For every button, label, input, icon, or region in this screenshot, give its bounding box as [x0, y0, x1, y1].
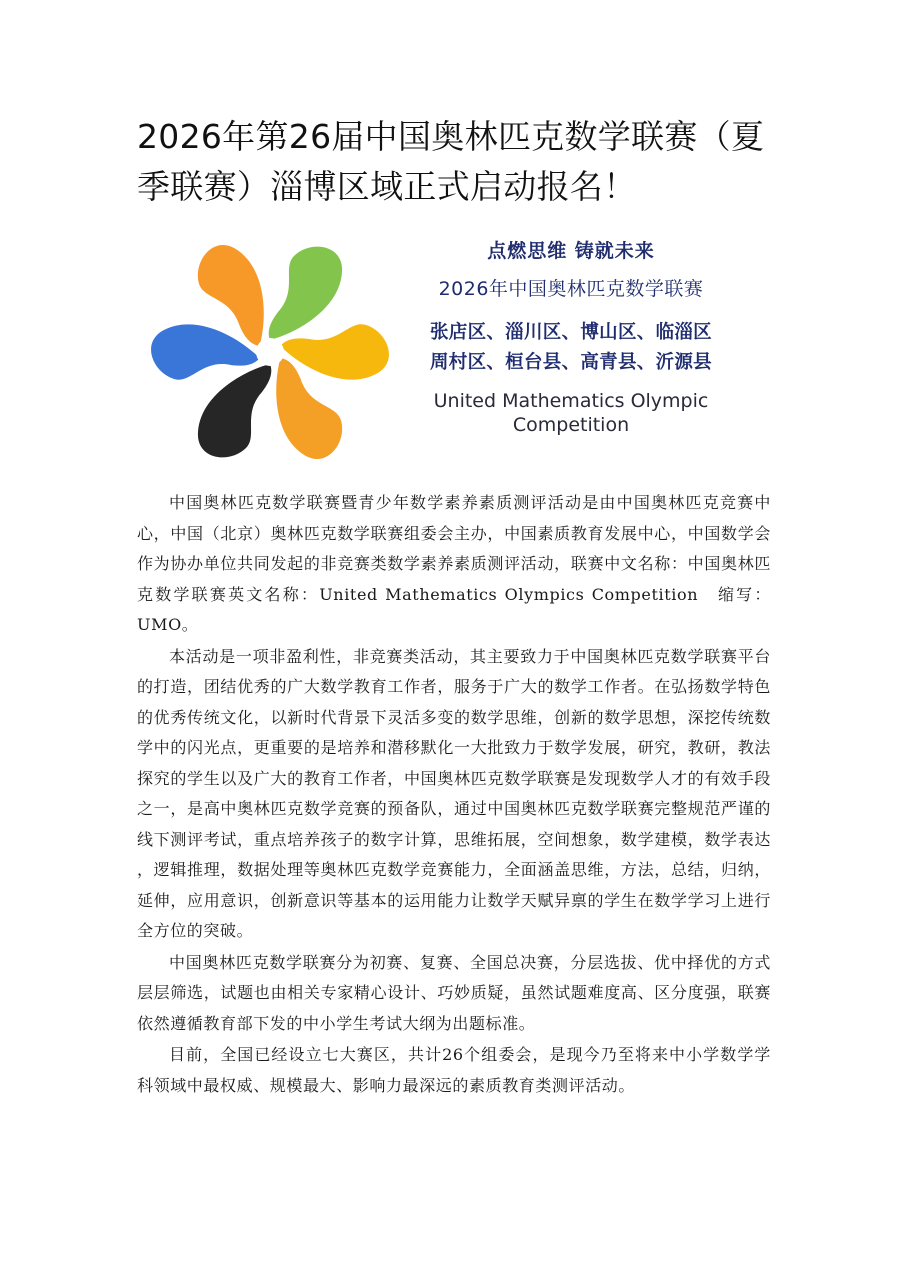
banner-event-name-cn: 2026年中国奥林匹克数学联赛 [438, 278, 704, 300]
body-paragraph: 中国奥林匹克数学联赛分为初赛、复赛、全国总决赛，分层选拔、优中择优的方式层层筛选，试题也由相关专家精心设计、巧妙质疑，虽然试题难度高、区分度强，联赛依然遵循教育部下发的中小学生考试大纲为出题标准。 [137, 952, 771, 1033]
event-banner [150, 228, 770, 468]
body-paragraph: 中国奥林匹克数学联赛暨青少年数学素养素质测评活动是由中国奥林匹克竞赛中心，中国（北京）奥林匹克数学联赛组委会主办，中国素质教育发展中心，中国数学会作为协办单位共同发起的非竞赛类数学素养素质测评活动，联赛中文名称：中国奥林匹克数学联赛英文名称：United Mathematics Olympics Competition 缩写：UMO。 [137, 493, 771, 634]
pinwheel-logo-icon [150, 228, 390, 468]
logo-petal [269, 247, 342, 340]
banner-districts-line-1: 张店区、淄川区、博山区、临淄区 [429, 322, 712, 343]
banner-districts-line-2: 周村区、桓台县、高青县、沂源县 [429, 352, 712, 373]
body-paragraph: 目前，全国已经设立七大赛区，共计26个组委会，是现今乃至将来中小学数学学科领域中最权威、规模最大、影响力最深远的素质教育类测评活动。 [137, 1045, 771, 1095]
banner-event-name-en-line-2: Competition [512, 414, 630, 436]
body-paragraph: 本活动是一项非盈利性，非竞赛类活动，其主要致力于中国奥林匹克数学联赛平台的打造，团结优秀的广大数学教育工作者，服务于广大的数学工作者。在弘扬数学特色的优秀传统文化，以新时代背景下灵活多变的数学思维，创新的数学思想，深挖传统数学中的闪光点，更重要的是培养和潜移默化一大批致力于数学发展，研究，教研，教法探究的学生以及广大的教育工作者，中国奥林匹克数学联赛是发现数学人才的有效手段之一，是高中奥林匹克数学竞赛的预备队，通过中国奥林匹克数学联赛完整规范严谨的线下测评考试，重点培养孩子的数字计算，思维拓展，空间想象，数学建模，数学表达 ，逻辑推理，数据处理等奥林匹克数学竞赛能力，全面涵盖思维，方法，总结，归纳，延伸，应用意识，创新意识等基本的运用能力让数学天赋异禀的学生在数学学习上进行全方位的突破。 [137, 646, 771, 940]
logo-petal [198, 364, 271, 457]
article-body [137, 488, 771, 1102]
banner-slogan: 点燃思维 铸就未来 [487, 240, 655, 262]
article-title: 2026年第26届中国奥林匹克数学联赛（夏季联赛）淄博区域正式启动报名！ [137, 117, 765, 206]
banner-event-name-en-line-1: United Mathematics Olympic [433, 390, 709, 412]
